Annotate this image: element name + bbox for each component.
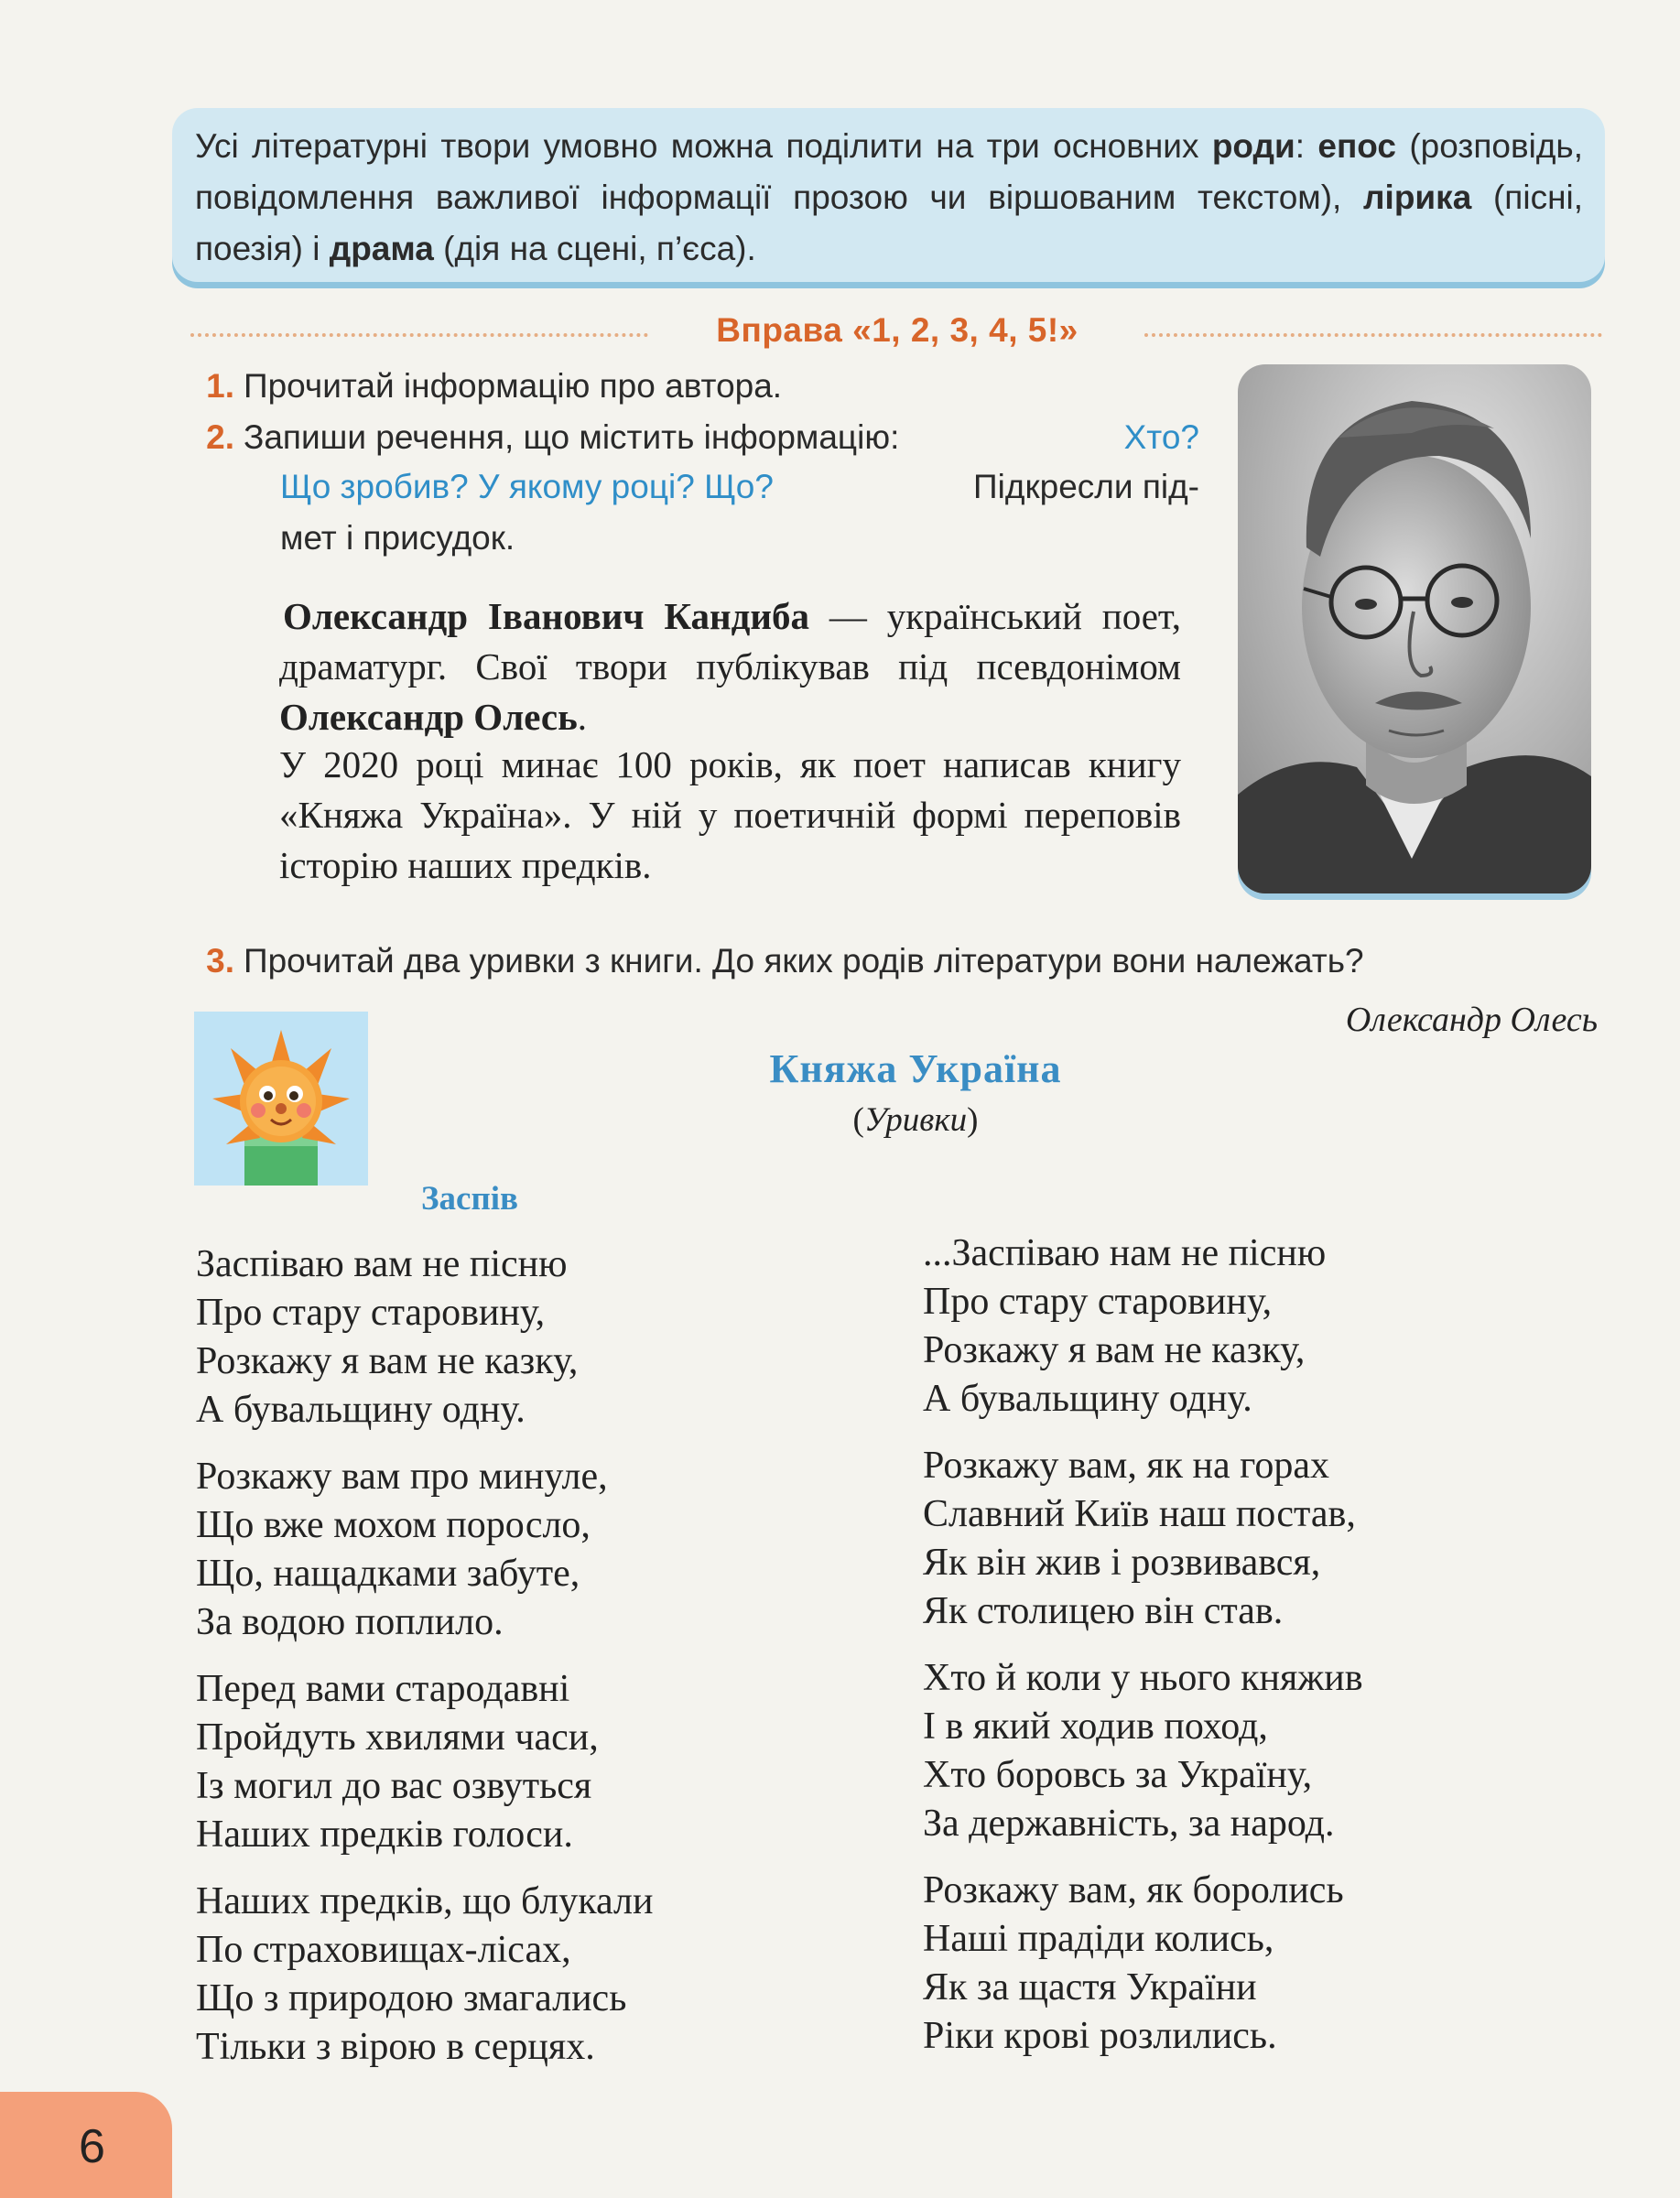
bio-text: — український поет, драматург. Свої твори публікував під псевдонімом — [279, 595, 1181, 688]
poem-line: Наших предків голоси. — [196, 1814, 573, 1856]
poem-line: І в який ходив поход, — [923, 1705, 1268, 1748]
paren-close: ) — [967, 1101, 979, 1139]
poem-line: А бувальщину одну. — [923, 1378, 1252, 1420]
divider-right — [1144, 333, 1602, 337]
divider-left — [190, 333, 648, 337]
poem-line: ...Заспіваю нам не пісню — [923, 1232, 1327, 1274]
poem-line: Заспіваю вам не пісню — [196, 1243, 568, 1285]
poem-line: Про стару старовину, — [196, 1292, 546, 1334]
stanza — [196, 1453, 653, 1647]
task-1 — [183, 361, 1218, 412]
page-number: 6 — [0, 2092, 172, 2198]
author-full-name: Олександр Іванович Кандиба — [283, 595, 810, 637]
poem-line: Що вже мохом поросло, — [196, 1504, 591, 1546]
poem-line: Що з природою змагались — [196, 1977, 627, 2019]
poem-line: Розкажу вам, як боролись — [923, 1869, 1344, 1911]
task-2 — [183, 412, 1199, 564]
paren-open: ( — [852, 1101, 864, 1139]
poem-line: Розкажу вам про минуле, — [196, 1456, 608, 1498]
poem-author: Олександр Олесь — [1345, 1001, 1598, 1039]
exercise-title: Вправа «1, 2, 3, 4, 5!» — [716, 311, 1078, 349]
stanza — [923, 1442, 1363, 1636]
bio-text-2: У 2020 році минає 100 років, як поет написав книгу «Княжа Україна». У ній у поетичній формі переповів історію наших предків. — [279, 743, 1181, 886]
epos-description: (розповідь, повідомлення важливої інформації прозою чи віршованим текстом), — [195, 127, 1583, 216]
book-subtitle — [641, 1100, 1190, 1140]
poem-line: Славний Київ наш постав, — [923, 1493, 1356, 1535]
poem-line: Як він жив і розвивався, — [923, 1542, 1321, 1584]
poem-line: Наші прадіди колись, — [923, 1918, 1274, 1960]
term-drama: драма — [329, 230, 434, 267]
section-title: Заспів — [421, 1180, 519, 1218]
poem-line: Наших предків, що блукали — [196, 1880, 654, 1922]
task-2-questions: Що зробив? У якому році? Що? — [280, 468, 774, 505]
stanza — [923, 1654, 1363, 1848]
poem-line: Перед вами стародавні — [196, 1668, 570, 1710]
term-liryka: лірика — [1363, 179, 1472, 216]
author-pseudonym: Олександр Олесь — [279, 696, 578, 738]
bio-end: . — [577, 696, 588, 738]
poem-line: Що, нащадками забуте, — [196, 1553, 580, 1595]
poem-line: Ріки крові розлились. — [923, 2015, 1277, 2057]
poem-line: Пройдуть хвилями часи, — [196, 1716, 599, 1759]
info-box — [172, 108, 1605, 282]
poem-line: Розкажу я вам не казку, — [923, 1329, 1306, 1371]
bio-paragraph-2 — [279, 740, 1181, 891]
info-text: Усі літературні твори умовно можна поділити на три основних — [195, 127, 1212, 165]
task-2-question-who: Хто? — [1123, 418, 1199, 456]
task-3-number: 3. — [206, 942, 234, 980]
poem-line: Як за щастя України — [923, 1966, 1257, 2009]
task-1-text: Прочитай інформацію про автора. — [244, 367, 783, 405]
subtitle-text: Уривки — [863, 1101, 968, 1139]
task-2-instruction-end: мет і присудок. — [280, 519, 515, 557]
poem-line: Хто й коли у нього княжив — [923, 1657, 1363, 1699]
stanza — [196, 1878, 653, 2072]
info-colon: : — [1295, 127, 1318, 165]
drama-description: (дія на сцені, п’єса). — [433, 230, 756, 267]
term-rody: роди — [1211, 127, 1295, 165]
term-epos: епос — [1317, 127, 1396, 165]
poem-line: По страховищах-лісах, — [196, 1929, 571, 1971]
task-2-instruction: Підкресли під- — [973, 468, 1199, 505]
task-2-text: Запиши речення, що містить інформацію: — [244, 418, 900, 456]
poem-line: Про стару старовину, — [923, 1281, 1273, 1323]
task-3 — [183, 936, 1611, 987]
poem-line: А бувальщину одну. — [196, 1389, 526, 1431]
poem-line: За водою поплило. — [196, 1601, 504, 1643]
stanza — [923, 1229, 1363, 1424]
liryka-description: (пісні, поезія) і — [195, 179, 1584, 267]
poem-line: Як столицею він став. — [923, 1590, 1284, 1632]
bio-paragraph-1 — [279, 591, 1181, 742]
book-title: Княжа Україна — [769, 1046, 1062, 1091]
author-portrait — [1238, 364, 1591, 893]
poem-line: За державність, за народ. — [923, 1803, 1335, 1845]
poem-right-column — [923, 1229, 1363, 2079]
poem-line: Хто боровсь за Україну, — [923, 1754, 1313, 1796]
poem-line: Тільки з вірою в серцях. — [196, 2026, 595, 2068]
stanza — [196, 1240, 653, 1435]
task-2-number: 2. — [206, 418, 234, 456]
poem-line: Із могил до вас озвуться — [196, 1765, 592, 1807]
stanza — [196, 1665, 653, 1859]
task-3-text: Прочитай два уривки з книги. До яких родів літератури вони належать? — [244, 942, 1364, 980]
poem-line: Розкажу вам, як на горах — [923, 1445, 1329, 1487]
poem-left-column — [196, 1240, 653, 2090]
poem-line: Розкажу я вам не казку, — [196, 1340, 579, 1382]
sun-mascot-illustration — [194, 1012, 368, 1186]
task-1-number: 1. — [206, 367, 234, 405]
stanza — [923, 1867, 1363, 2061]
